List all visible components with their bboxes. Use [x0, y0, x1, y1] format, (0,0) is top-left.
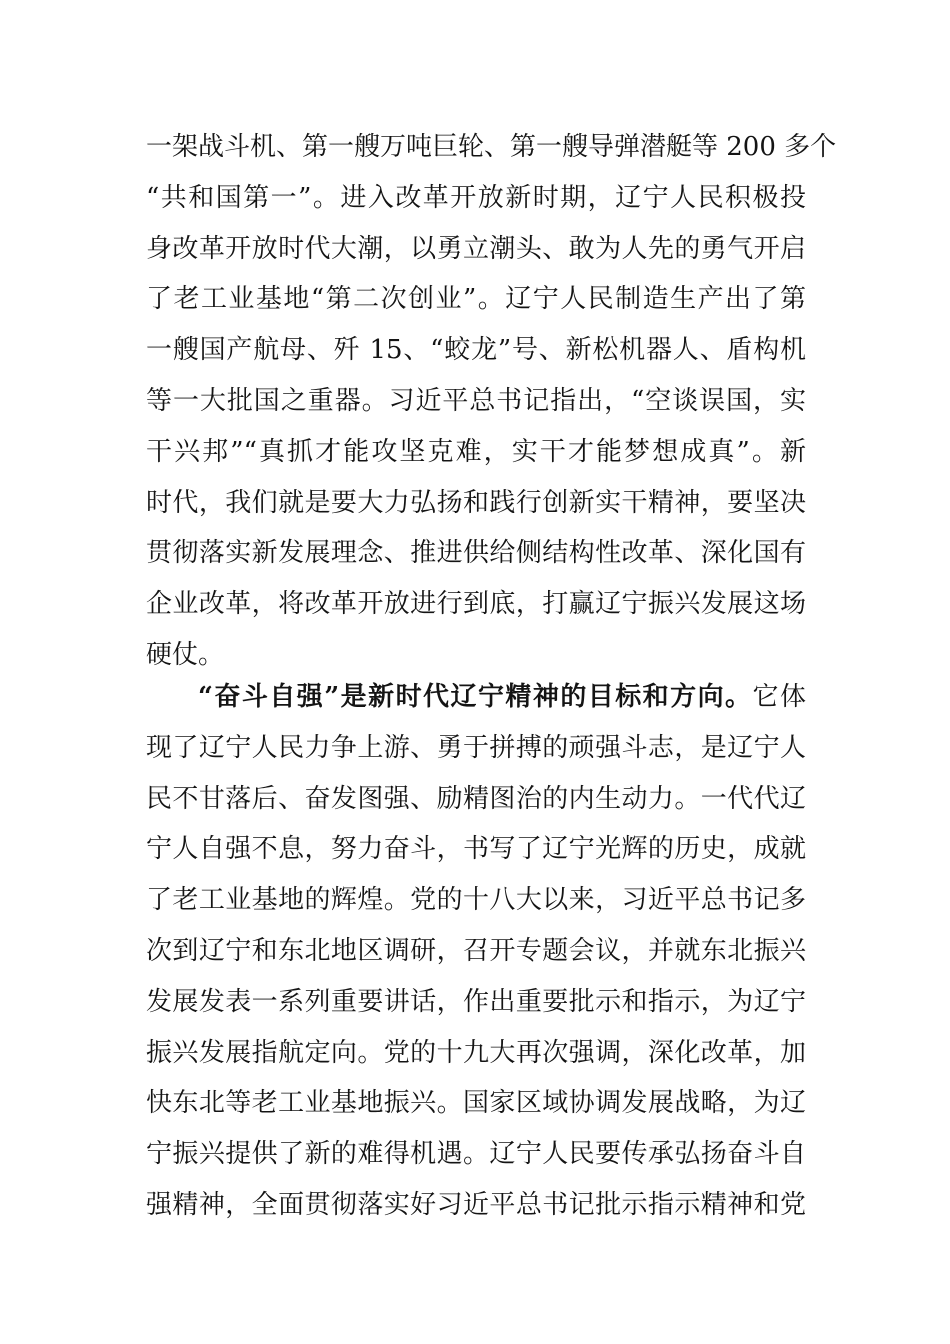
paragraph-line: 时代，我们就是要大力弘扬和践行创新实干精神，要坚决 — [146, 487, 806, 518]
paragraph-2 — [146, 672, 806, 1231]
paragraph-line: “共和国第一”。进入改革开放新时期，辽宁人民积极投 — [146, 182, 806, 213]
paragraph-line: 一艘国产航母、歼 15、“蛟龙”号、新松机器人、盾构机 — [146, 335, 806, 366]
paragraph-line: 宁人自强不息，努力奋斗，书写了辽宁光辉的历史，成就 — [146, 834, 806, 865]
paragraph-line: 贯彻落实新发展理念、推进供给侧结构性改革、深化国有 — [146, 538, 806, 569]
paragraph-line: 等一大批国之重器。习近平总书记指出，“空谈误国，实 — [146, 385, 806, 416]
paragraph-line: 快东北等老工业基地振兴。国家区域协调发展战略，为辽 — [146, 1088, 806, 1119]
paragraph-first-line — [146, 672, 806, 723]
paragraph-line: 一架战斗机、第一艘万吨巨轮、第一艘导弹潜艇等 200 多个 — [146, 132, 837, 162]
paragraph-line: 现了辽宁人民力争上游、勇于拼搏的顽强斗志，是辽宁人 — [146, 732, 806, 763]
paragraph-line: 强精神，全面贯彻落实好习近平总书记批示指示精神和党 — [146, 1189, 806, 1220]
paragraph-line: 干兴邦”“真抓才能攻坚克难，实干才能梦想成真”。新 — [146, 436, 806, 467]
paragraph-line: 次到辽宁和东北地区调研，召开专题会议，并就东北振兴 — [146, 935, 806, 966]
paragraph-line: 了老工业基地的辉煌。党的十八大以来，习近平总书记多 — [146, 885, 806, 916]
paragraph-line: 发展发表一系列重要讲话，作出重要批示和指示，为辽宁 — [146, 986, 806, 1017]
paragraph-line: 振兴发展指航定向。党的十九大再次强调，深化改革，加 — [146, 1037, 806, 1068]
paragraph-line: 宁振兴提供了新的难得机遇。辽宁人民要传承弘扬奋斗自 — [146, 1139, 806, 1170]
paragraph-line: 企业改革，将改革开放进行到底，打赢辽宁振兴发展这场 — [146, 589, 806, 620]
paragraph-line: 民不甘落后、奋发图强、励精图治的内生动力。一代代辽 — [146, 783, 806, 814]
paragraph-1 — [146, 122, 837, 681]
paragraph-line: 硬仗。 — [146, 639, 225, 670]
paragraph-lead-heading: “奋斗自强”是新时代辽宁精神的目标和方向。 — [198, 682, 753, 712]
paragraph-first-line-rest: 它体 — [752, 682, 806, 712]
paragraph-line: 身改革开放时代大潮，以勇立潮头、敢为人先的勇气开启 — [146, 233, 806, 264]
paragraph-line: 了老工业基地“第二次创业”。辽宁人民制造生产出了第 — [146, 284, 806, 315]
